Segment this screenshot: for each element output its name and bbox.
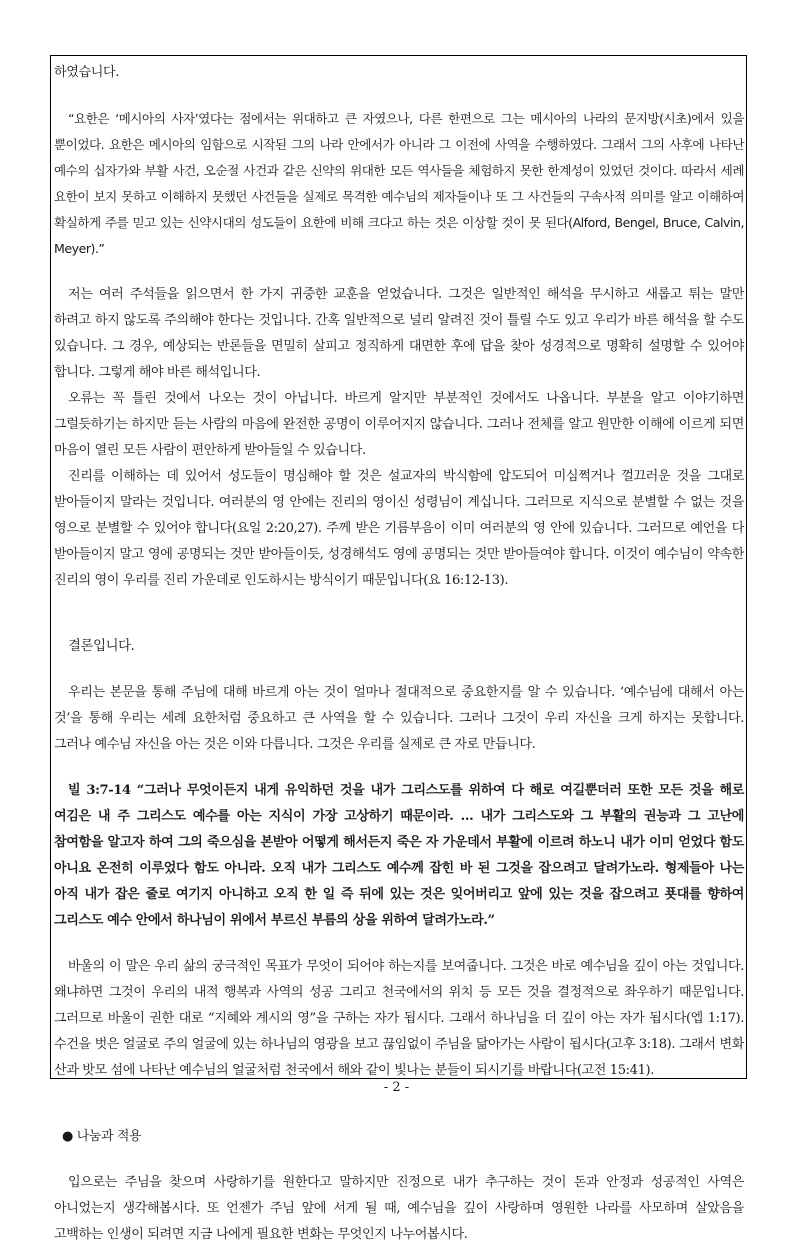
paragraph-conclusion: 우리는 본문을 통해 주님에 대해 바르게 아는 것이 얼마나 절대적으로 중요한지를 알 수 있습니다. ‘예수님에 대해서 아는 것’을 통해 우리는 세례 요한처럼 중요하고 큰 사역을 할 수 있습니다. 그러나 그것이 우리 자신을 크게 하지는 못합니다. 그러나 예수님 자신을 아는 것은 이와 다릅니다. 그것은 우리를 실제로 큰 자로 만듭니다.	[54, 685, 744, 752]
scripture-quote: 빌 3:7-14 “그러나 무엇이든지 내게 유익하던 것을 내가 그리스도를 위하여 다 해로 여길뿐더러 또한 모든 것을 해로 여김은 내 주 그리스도 예수를 아는 지식이 가장 고상하기 때문이라. … 내가 그리스도와 그 부활의 권능과 그 고난에 참여함을 알고자 하여 그의 죽으심을 본받아 어떻게 해서든지 죽은 자 가운데서 부활에 이르려 하노니 내가 이미 얻었다 함도 아니요 온전히 이루었다 함도 아니라. 오직 내가 그리스도 예수께 잡힌 바 된 그것을 잡으려고 달려가노라. 형제들아 나는 아직 내가 잡은 줄로 여기지 아니하고 오직 한 일 즉 뒤에 있는 것은 잊어버리고 앞에 있는 것을 잡으려고 푯대를 향하여 그리스도 예수 안에서 하나님이 위에서 부르신 부름의 상을 위하여 달려가노라.”	[54, 783, 744, 928]
paragraph-lesson: 저는 여러 주석들을 읽으면서 한 가지 귀중한 교훈을 얻었습니다. 그것은 일반적인 해석을 무시하고 새롭고 튀는 말만 하려고 하지 않도록 주의해야 한다는 것입니다. 간혹 일반적으로 널리 알려진 것이 틀릴 수도 있고 우리가 바른 해석을 할 수도 있습니다. 그 경우, 예상되는 반론들을 면밀히 살피고 정직하게 대면한 후에 답을 찾아 성경적으로 명확히 설명할 수 있어야 합니다. 그렇게 해야 바른 해석입니다.	[54, 287, 744, 380]
document-body	[54, 60, 744, 1248]
paragraph-truth: 진리를 이해하는 데 있어서 성도들이 명심해야 할 것은 설교자의 박식함에 압도되어 미심쩍거나 껄끄러운 것을 그대로 받아들이지 말라는 것입니다. 여러분의 영 안에는 진리의 영이신 성령님이 계십니다. 그러므로 지식으로 분별할 수 없는 것을 영으로 분별할 수 있어야 합니다(요일 2:20,27). 주께 받은 기름부음이 이미 여러분의 영 안에 있습니다. 그러므로 예언을 다 받아들이지 말고 영에 공명되는 것만 받아들이듯, 성경해석도 영에 공명되는 것만 받아들여야 합니다. 이것이 예수님이 약속한 진리의 영이 우리를 진리 가운데로 인도하시는 방식이기 때문입니다(요 16:12-13).	[54, 469, 744, 588]
paragraph-sharing: 입으로는 주님을 찾으며 사랑하기를 원한다고 말하지만 진정으로 내가 추구하는 것이 돈과 안정과 성공적인 사역은 아니었는지 생각해봅시다. 또 언젠가 주님 앞에 서게 될 때, 예수님을 깊이 사랑하며 영원한 나라를 사모하며 살았음을 고백하는 인생이 되려면 지금 나에게 필요한 변화는 무엇인지 나누어봅시다.	[54, 1175, 744, 1242]
paragraph-paul: 바울의 이 말은 우리 삶의 궁극적인 목표가 무엇이 되어야 하는지를 보여줍니다. 그것은 바로 예수님을 깊이 아는 것입니다. 왜냐하면 그것이 우리의 내적 행복과 사역의 성공 그리고 천국에서의 위치 등 모든 것을 결정적으로 좌우하기 때문입니다. 그러므로 바울이 권한 대로 “지혜와 계시의 영”을 구하는 자가 됩시다. 그래서 하나님을 더 깊이 아는 자가 됩시다(엡 1:17). 수건을 벗은 얼굴로 주의 얼굴에 있는 하나님의 영광을 보고 끊임없이 주님을 닮아가는 사람이 됩시다(고후 3:18). 그래서 변화 산과 밧모 섬에 나타난 예수님의 얼굴처럼 천국에서 해와 같이 빛나는 분들이 되시기를 바랍니다(고전 15:41).	[54, 959, 744, 1078]
paragraph-error: 오류는 꼭 틀린 것에서 나오는 것이 아닙니다. 바르게 알지만 부분적인 것에서도 나옵니다. 부분을 알고 이야기하면 그럴듯하기는 하지만 듣는 사람의 마음에 완전한 공명이 이루어지지 않습니다. 그러나 전체를 알고 원만한 이해에 이르게 되면 마음이 열린 모든 사람이 편안하게 받아들일 수 있습니다.	[54, 391, 744, 458]
bullet-icon: ●	[62, 1129, 73, 1144]
page-number: - 2 -	[383, 1080, 410, 1095]
opening-line: 하였습니다.	[54, 65, 120, 80]
conclusion-heading: 결론입니다.	[68, 639, 135, 654]
sharing-heading-row	[54, 1124, 744, 1150]
quote-paragraph: “요한은 ‘메시아의 사자’였다는 점에서는 위대하고 큰 자였으나, 다른 한편으로 그는 메시아의 나라의 문지방(시초)에서 있을 뿐이었다. 요한은 메시아의 임함으로 시작된 그의 나라 안에서가 아니라 그 이전에 사역을 수행하였다. 그래서 그의 사후에 나타난 예수의 십자가와 부활 사건, 오순절 사건과 같은 신약의 위대한 모든 역사들을 체험하지 못한 한계성이 있었던 것이다. 따라서 세례 요한이 보지 못하고 이해하지 못했던 사건들을 실제로 목격한 예수님의 제자들이나 또 그 사건들의 구속사적 의미를 알고 이해하여 확실하게 주를 믿고 있는 신약시대의 성도들이 요한에 비해 크다고 하는 것은 이상할 것이 못 된다(Alford, Bengel, Bruce, Calvin, Meyer).”	[54, 111, 744, 256]
sharing-heading: 나눔과 적용	[76, 1129, 142, 1144]
